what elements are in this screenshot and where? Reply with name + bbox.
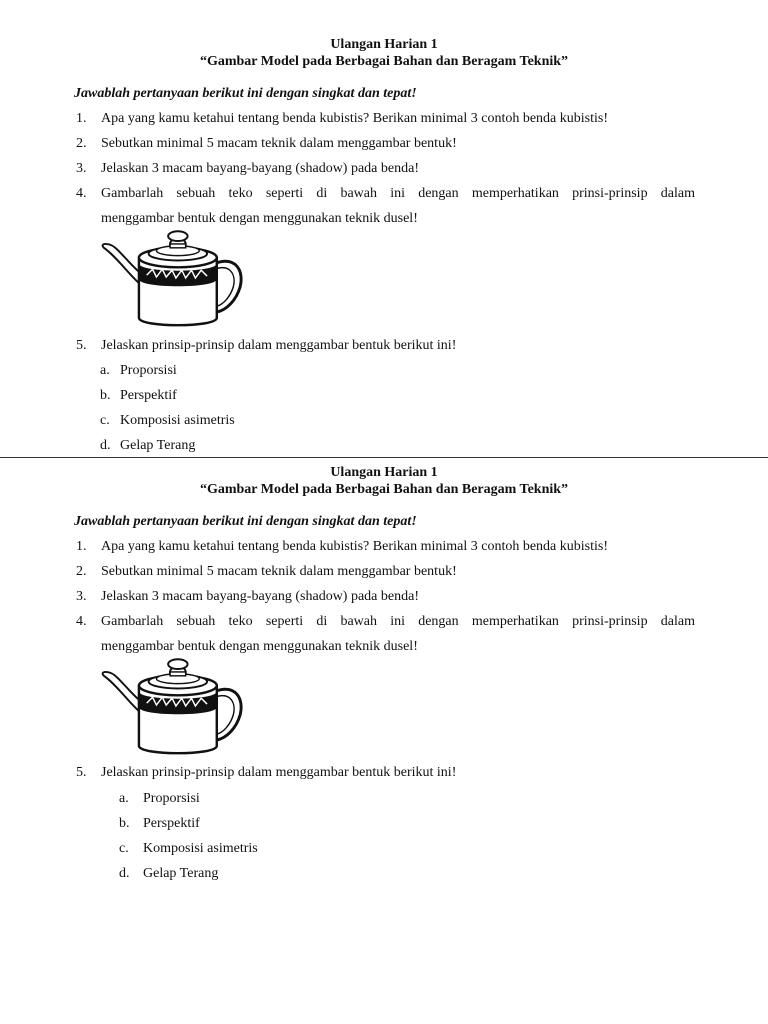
option-text: Perspektif: [143, 816, 200, 831]
option-text: Perspektif: [120, 388, 177, 403]
teapot-icon: [100, 224, 246, 332]
question-number: 1.: [76, 539, 87, 554]
option-text: Gelap Terang: [143, 866, 219, 881]
exam-instruction: Jawablah pertanyaan berikut ini dengan singkat dan tepat!: [74, 86, 417, 101]
cut-line-divider: [0, 457, 768, 458]
option-letter: d.: [119, 866, 130, 881]
option-letter: c.: [119, 841, 129, 856]
question-text: Apa yang kamu ketahui tentang benda kubistis? Berikan minimal 3 contoh benda kubistis!: [101, 539, 609, 554]
question-text-line-1: Gambarlah sebuah teko seperti di bawah ini dengan memperhatikan prinsi-prinsip dalam: [101, 614, 695, 629]
question-text-line-2: menggambar bentuk dengan menggunakan teknik dusel!: [101, 639, 418, 654]
question-text: Sebutkan minimal 5 macam teknik dalam menggambar bentuk!: [101, 564, 457, 579]
question-text: Sebutkan minimal 5 macam teknik dalam menggambar bentuk!: [101, 136, 457, 151]
option-text: Gelap Terang: [120, 438, 196, 453]
question-number: 4.: [76, 614, 87, 629]
question-number: 2.: [76, 136, 87, 151]
exam-title: Ulangan Harian 1: [330, 37, 438, 52]
question-text: Jelaskan 3 macam bayang-bayang (shadow) pada benda!: [101, 161, 419, 176]
exam-title: Ulangan Harian 1: [330, 465, 438, 480]
option-letter: a.: [119, 791, 129, 806]
question-number: 5.: [76, 765, 87, 780]
question-number: 3.: [76, 589, 87, 604]
question-number: 1.: [76, 111, 87, 126]
option-letter: b.: [119, 816, 130, 831]
teapot-icon: [100, 652, 246, 760]
exam-instruction: Jawablah pertanyaan berikut ini dengan singkat dan tepat!: [74, 514, 417, 529]
question-text: Apa yang kamu ketahui tentang benda kubistis? Berikan minimal 3 contoh benda kubistis!: [101, 111, 609, 126]
question-text: Jelaskan prinsip-prinsip dalam menggambar bentuk berikut ini!: [101, 765, 457, 780]
option-letter: b.: [100, 388, 111, 403]
question-number: 2.: [76, 564, 87, 579]
option-text: Proporsisi: [120, 363, 177, 378]
exam-subtitle: “Gambar Model pada Berbagai Bahan dan Beragam Teknik”: [199, 54, 569, 69]
question-number: 4.: [76, 186, 87, 201]
option-text: Komposisi asimetris: [120, 413, 235, 428]
question-text-line-2: menggambar bentuk dengan menggunakan teknik dusel!: [101, 211, 418, 226]
option-letter: d.: [100, 438, 111, 453]
question-text: Jelaskan 3 macam bayang-bayang (shadow) pada benda!: [101, 589, 419, 604]
option-letter: a.: [100, 363, 110, 378]
question-number: 5.: [76, 338, 87, 353]
option-text: Komposisi asimetris: [143, 841, 258, 856]
exam-subtitle: “Gambar Model pada Berbagai Bahan dan Beragam Teknik”: [199, 482, 569, 497]
option-letter: c.: [100, 413, 110, 428]
question-number: 3.: [76, 161, 87, 176]
question-text: Jelaskan prinsip-prinsip dalam menggambar bentuk berikut ini!: [101, 338, 457, 353]
question-text-line-1: Gambarlah sebuah teko seperti di bawah ini dengan memperhatikan prinsi-prinsip dalam: [101, 186, 695, 201]
option-text: Proporsisi: [143, 791, 200, 806]
